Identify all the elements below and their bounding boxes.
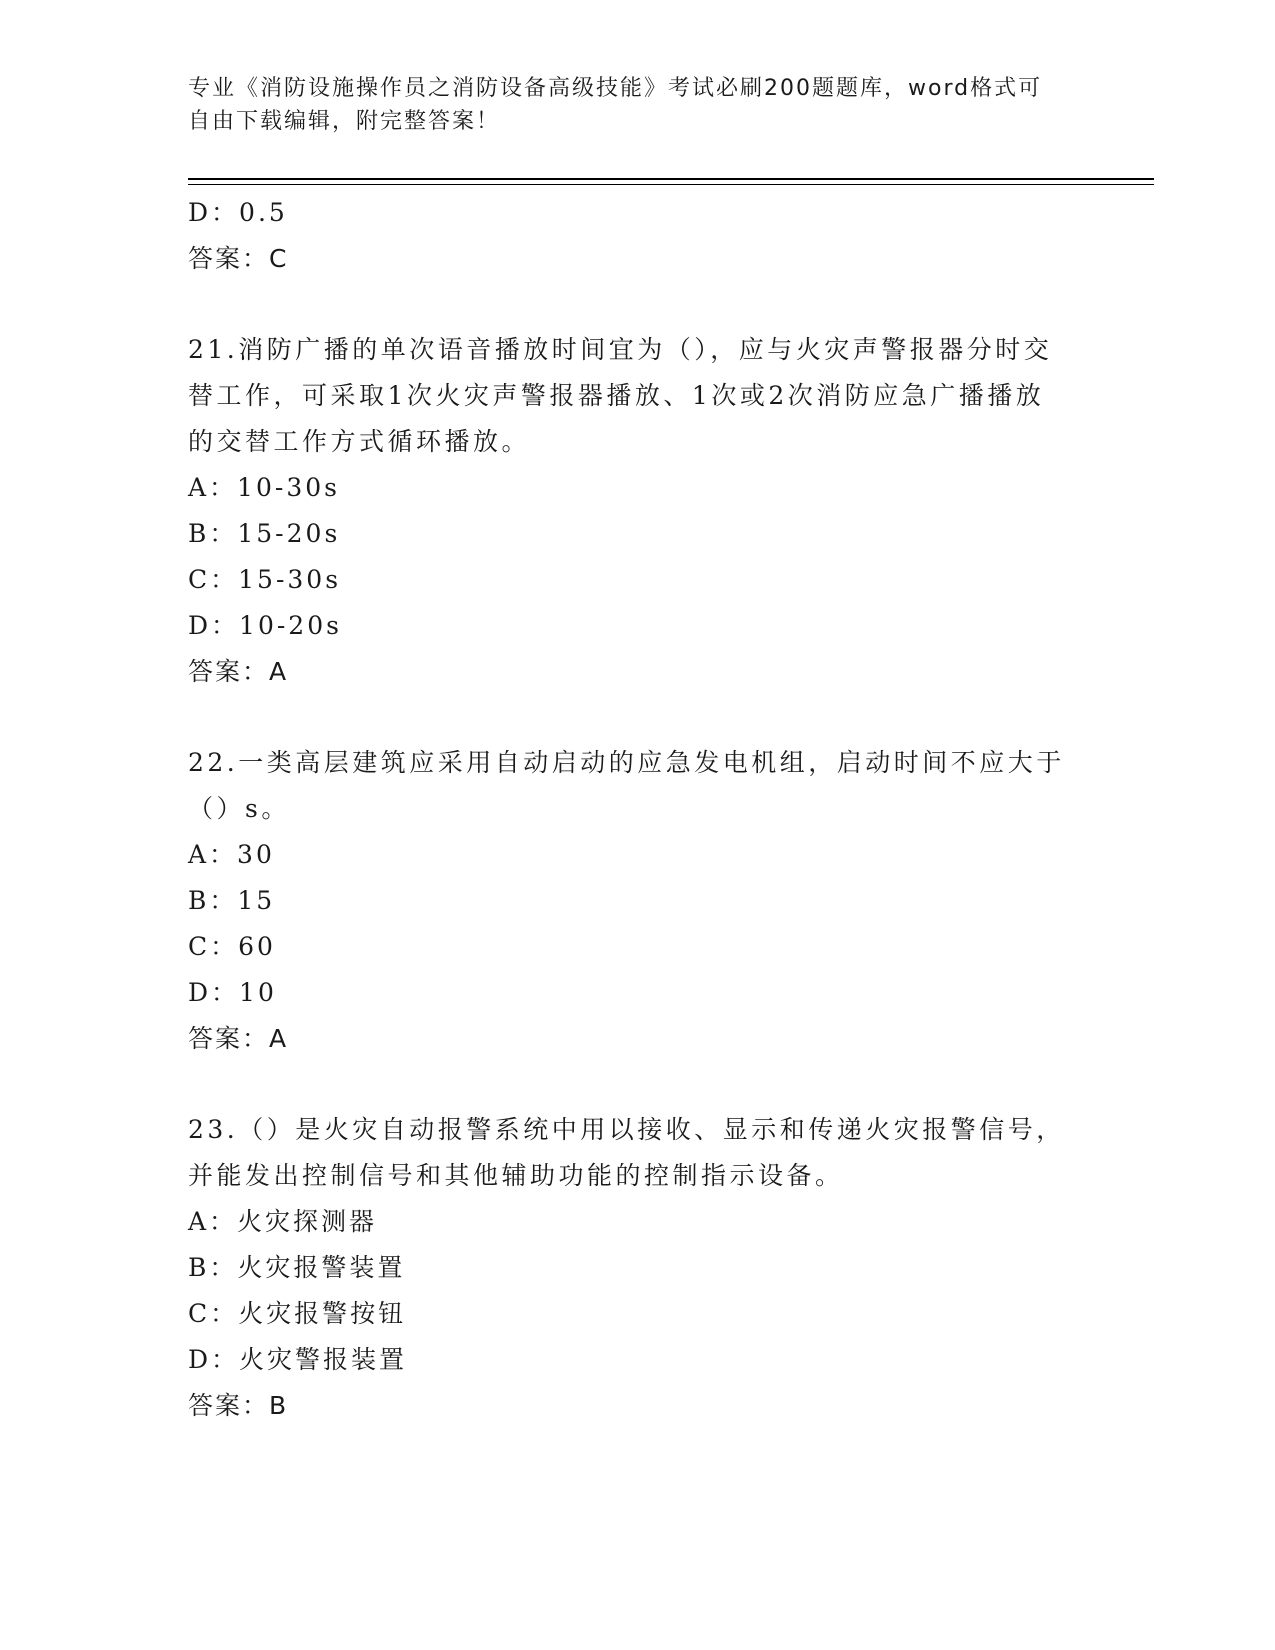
stem-line: 替工作，可采取1次火灾声警报器播放、1次或2次消防应急广播播放	[188, 381, 1045, 410]
stem-line: 21.消防广播的单次语音播放时间宜为（），应与火灾声警报器分时交	[188, 335, 1053, 364]
question-22	[188, 740, 1088, 1062]
header-divider-thick	[188, 178, 1154, 180]
option-d: D：10	[188, 978, 277, 1007]
spacer	[188, 695, 1088, 740]
option-d: D：火灾警报装置	[188, 1345, 408, 1374]
answer-line: 答案：A	[188, 1024, 289, 1053]
question-content	[188, 190, 1088, 1429]
option-c: C：火灾报警按钮	[188, 1299, 407, 1328]
option-c: C：60	[188, 932, 276, 961]
option-d: D：0.5	[188, 198, 288, 227]
stem-line: 22.一类高层建筑应采用自动启动的应急发电机组，启动时间不应大于	[188, 748, 1065, 777]
option-b: B：火灾报警装置	[188, 1253, 406, 1282]
answer-line: 答案：C	[188, 244, 289, 273]
stem-line: 并能发出控制信号和其他辅助功能的控制指示设备。	[188, 1161, 844, 1190]
spacer	[188, 1062, 1088, 1107]
option-a: A：30	[188, 840, 275, 869]
page-header	[188, 72, 1088, 138]
header-divider-thin	[188, 184, 1154, 185]
answer-line: 答案：B	[188, 1391, 289, 1420]
question-stem	[188, 1107, 1068, 1199]
answer-line: 答案：A	[188, 657, 289, 686]
option-d: D：10-20s	[188, 611, 342, 640]
header-title-line-2: 自由下载编辑，附完整答案！	[188, 109, 501, 134]
spacer	[188, 282, 1088, 327]
stem-line: （）s。	[188, 794, 290, 823]
stem-line: 23.（）是火灾自动报警系统中用以接收、显示和传递火灾报警信号，	[188, 1115, 1065, 1144]
prev-question-tail	[188, 190, 1088, 282]
header-title-line-1: 专业《消防设施操作员之消防设备高级技能》考试必刷200题题库，word格式可	[188, 76, 1043, 101]
option-c: C：15-30s	[188, 565, 342, 594]
option-b: B：15-20s	[188, 519, 341, 548]
option-b: B：15	[188, 886, 276, 915]
option-a: A：火灾探测器	[188, 1207, 378, 1236]
question-stem	[188, 327, 1068, 465]
question-21	[188, 327, 1088, 695]
question-23	[188, 1107, 1088, 1429]
option-a: A：10-30s	[188, 473, 340, 502]
stem-line: 的交替工作方式循环播放。	[188, 427, 531, 456]
question-stem	[188, 740, 1068, 832]
